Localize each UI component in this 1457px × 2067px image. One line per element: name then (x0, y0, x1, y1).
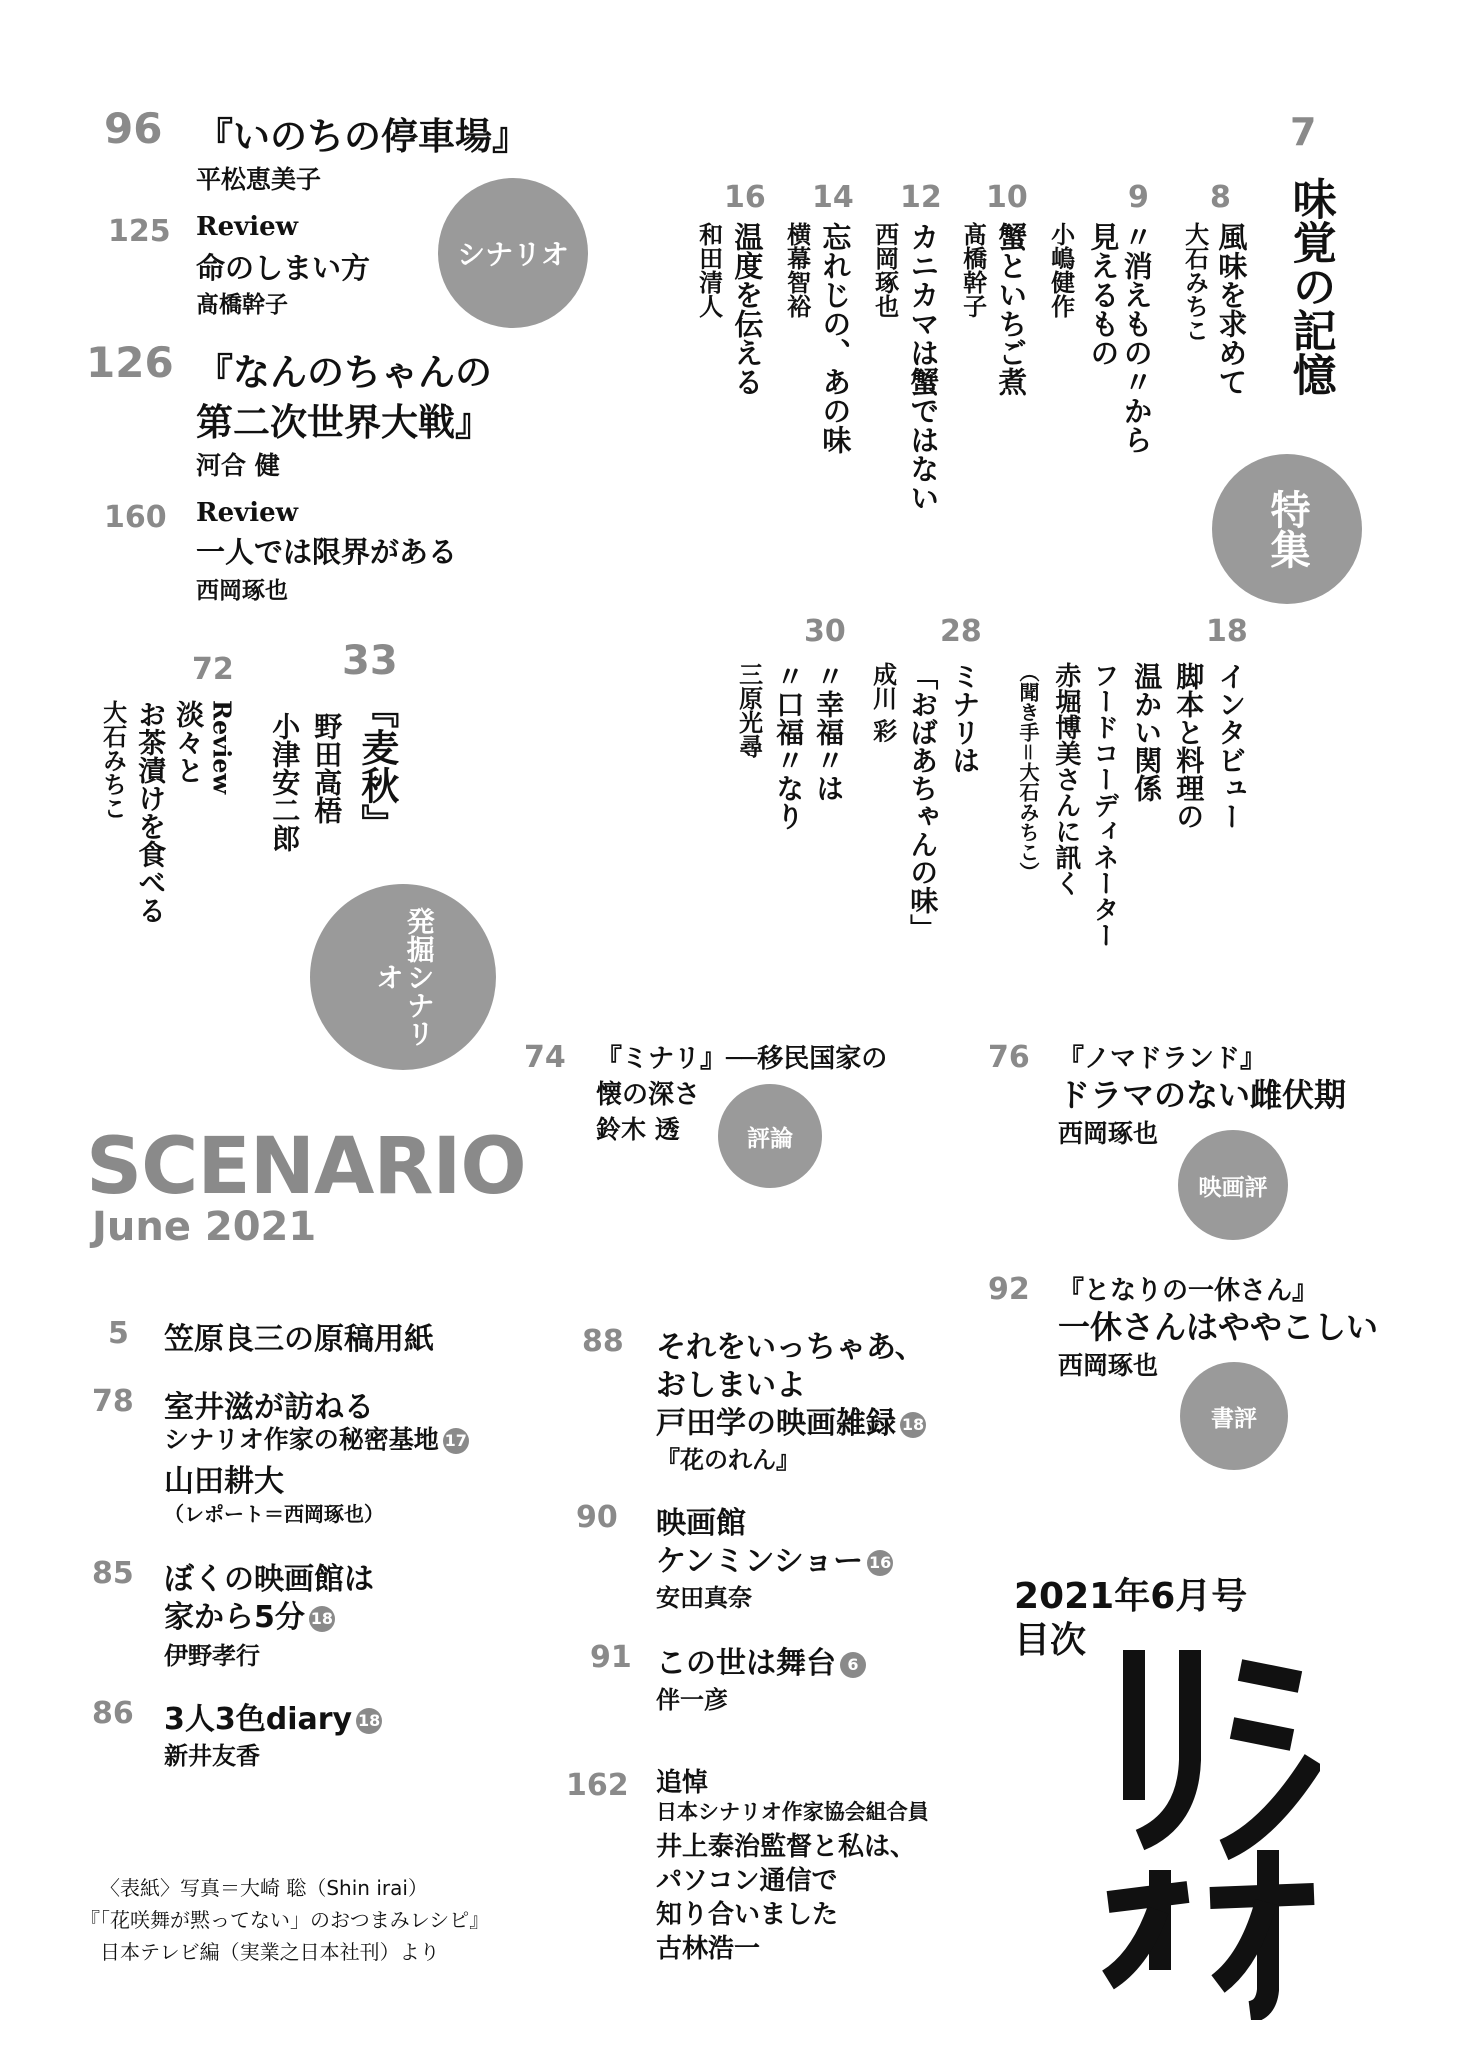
section-circle-feature: 特集 (1212, 454, 1362, 604)
series-number-badge: 6 (840, 1652, 866, 1678)
entry-title-line1: 『ノマドランド』 (1058, 1044, 1267, 1074)
magazine-date: June 2021 (92, 1204, 317, 1250)
entry-name: 山田耕大 (164, 1464, 284, 1499)
entry-title: 忘れじの、あの味 (818, 222, 853, 454)
entry-title: 『いのちの停車場』 (196, 115, 529, 158)
entry-title-3 (656, 1398, 926, 1442)
entry-title-line1: 〃幸福〃は (812, 662, 846, 802)
entry-title-3-text: 戸田学の映画雑録 (656, 1406, 896, 1441)
page-number: 96 (104, 104, 163, 153)
page-number: 10 (986, 180, 1028, 215)
page-number: 33 (342, 638, 398, 684)
page-number: 76 (988, 1040, 1030, 1075)
entry-author-1: 野田高梧 (310, 712, 344, 824)
entry-title: ぼくの映画館は (164, 1562, 374, 1597)
entry-author: 新井友香 (164, 1742, 260, 1770)
entry-title: 笠原良三の原稿用紙 (164, 1322, 434, 1357)
entry-title-line1: 『ミナリ』──移民国家の (596, 1044, 888, 1074)
entry-author: 古林浩一 (656, 1934, 761, 1964)
entry-title-line1: 井上泰治監督と私は、 (656, 1832, 917, 1862)
magazine-title: SCENARIO (86, 1122, 526, 1212)
logo-mark (1100, 1640, 1320, 2020)
feature-title: 味覚の記憶 (1284, 176, 1336, 396)
entry-subtitle (164, 1420, 469, 1456)
entry-author: 西岡琢也 (1058, 1119, 1159, 1148)
entry-author: 西岡琢也 (1058, 1351, 1159, 1380)
entry-subtitle-2: 赤堀博美さんに訊く (1050, 662, 1081, 896)
issue-date: 2021年6月号 (1014, 1576, 1248, 1617)
page-number: 28 (940, 614, 982, 649)
page-number: 162 (566, 1768, 629, 1803)
entry-title: 命のしまい方 (196, 251, 371, 285)
entry-author: 安田真奈 (656, 1584, 752, 1612)
entry-title: 『麦秋』 (354, 690, 399, 842)
page-number: 90 (576, 1500, 618, 1535)
entry-author: 成川 彩 (868, 662, 897, 743)
page-number: 74 (524, 1040, 566, 1075)
page-number: 18 (1206, 614, 1248, 649)
page-number: 125 (108, 214, 171, 249)
entry-title: 一人では限界がある (196, 535, 458, 569)
page-number: 8 (1210, 180, 1231, 215)
cover-credit: 〈表紙〉写真＝大崎 聡（Shin irai） (100, 1876, 428, 1900)
interview-label: インタビュー (1214, 662, 1248, 830)
series-number-badge: 18 (309, 1606, 335, 1632)
entry-title-2 (164, 1592, 335, 1636)
entry-title-line1: 淡々と (172, 700, 206, 784)
entry-title-line1: 『となりの一休さん』 (1058, 1276, 1319, 1306)
entry-author-2: 小津安二郎 (268, 712, 302, 852)
entry-title: 風味を求めて (1214, 222, 1249, 396)
page-number: 16 (724, 180, 766, 215)
entry-title-line2: 〃口福〃なり (772, 662, 806, 830)
entry-title-line2: 一休さんはややこしい (1058, 1308, 1379, 1346)
page-number: 5 (108, 1316, 129, 1351)
section-circle-shohyo: 書評 (1180, 1362, 1288, 1470)
entry-author: 西岡琢也 (196, 578, 288, 604)
page-number: 85 (92, 1556, 134, 1591)
entry-title-line1: ミナリは (948, 662, 982, 774)
entry-subtitle-text: シナリオ作家の秘密基地 (164, 1425, 439, 1454)
entry-title: 蟹といちご煮 (994, 222, 1029, 396)
entry-author: 西岡琢也 (870, 222, 899, 318)
logo-scenario (1100, 1640, 1320, 2020)
entry-title: 温度を伝える (730, 222, 765, 396)
entry-title: 〃消えもの〃から見えるもの (1086, 222, 1154, 454)
review-label: Review (207, 700, 237, 795)
entry-author: 髙橋幹子 (196, 292, 288, 318)
circle-label: 発掘シナリオ (372, 907, 436, 1047)
page-number: 91 (590, 1640, 632, 1675)
entry-title (164, 1694, 382, 1738)
page-number: 12 (900, 180, 942, 215)
entry-label: 追悼 (656, 1768, 709, 1798)
entry-title-2: おしまいよ (656, 1368, 806, 1403)
issue-toc-label: 目次 (1014, 1620, 1087, 1661)
entry-title (656, 1638, 866, 1682)
section-circle-hyoron: 評論 (718, 1084, 822, 1188)
section-circle-eigahyo: 映画評 (1178, 1130, 1288, 1240)
entry-author: 伊野孝行 (164, 1642, 260, 1670)
entry-author: 河合 健 (196, 451, 280, 480)
entry-title-2-text: 家から5分 (164, 1600, 305, 1635)
series-number-badge: 18 (900, 1412, 926, 1438)
entry-title-line2: 懐の深さ (596, 1080, 701, 1110)
page-number: 78 (92, 1384, 134, 1419)
entry-author: 平松恵美子 (196, 165, 322, 194)
entry-author: 和田清人 (694, 222, 723, 318)
entry-title-text: この世は舞台 (656, 1646, 836, 1681)
page-number: 86 (92, 1696, 134, 1731)
entry-title-line2: お茶漬けを食べる (134, 700, 168, 924)
entry-subtitle: 日本シナリオ作家協会組合員 (656, 1800, 929, 1824)
section-circle-hakkutsu (310, 884, 496, 1070)
entry-title-2 (656, 1536, 893, 1580)
entry-title: 室井滋が訪ねる (164, 1390, 374, 1425)
page-number: 9 (1128, 180, 1149, 215)
entry-subtitle: フードコーディネーター (1088, 662, 1119, 948)
page-number: 88 (582, 1324, 624, 1359)
entry-title-line2: 「おばあちゃんの味」 (906, 662, 940, 942)
entry-author: 大石みちこ (98, 700, 127, 820)
entry-title-line2: 温かい関係 (1130, 662, 1164, 802)
entry-title-line1: 脚本と料理の (1172, 662, 1206, 830)
entry-title: 映画館 (656, 1506, 746, 1541)
series-number-badge: 16 (867, 1550, 893, 1576)
entry-title: カニカマは蟹ではない (906, 222, 941, 512)
entry-title-text: 3人3色diary (164, 1702, 353, 1737)
page-number: 92 (988, 1272, 1030, 1307)
section-circle-scenario: シナリオ (438, 178, 588, 328)
entry-title-line2: パソコン通信で (656, 1866, 838, 1896)
page-number: 14 (812, 180, 854, 215)
series-number-badge: 18 (356, 1708, 382, 1734)
entry-title-line1: 『なんのちゃんの (196, 351, 492, 394)
cover-credit-3: 日本テレビ編（実業之日本社刊）より (100, 1940, 440, 1964)
entry-author: 髙橋幹子 (958, 222, 987, 318)
entry-title-line2: 第二次世界大戦』 (196, 401, 492, 444)
page-number: 160 (104, 500, 167, 535)
entry-author: 小嶋健作 (1046, 222, 1075, 318)
entry-title-2-text: ケンミンショー (656, 1544, 864, 1579)
entry-author: 伴一彦 (656, 1686, 728, 1714)
feature-page-number: 7 (1290, 110, 1317, 154)
review-label: Review (196, 212, 299, 242)
entry-note: （レポート＝西岡琢也） (164, 1502, 384, 1526)
entry-author: 三原光尋 (734, 662, 763, 758)
page-number: 126 (86, 338, 174, 387)
page-number: 30 (804, 614, 846, 649)
series-number-badge: 17 (443, 1428, 469, 1454)
entry-author: 大石みちこ (1180, 222, 1209, 342)
review-label: Review (196, 498, 299, 528)
entry-author: 鈴木 透 (596, 1115, 680, 1144)
entry-author: 横幕智裕 (782, 222, 811, 318)
page-number: 72 (192, 652, 234, 687)
entry-title-line3: 知り合いました (656, 1900, 839, 1930)
entry-note: （聞き手＝大石みちこ） (1016, 662, 1040, 882)
entry-title-line2: ドラマのない雌伏期 (1058, 1076, 1347, 1114)
entry-title: それをいっちゃあ、 (656, 1330, 925, 1365)
cover-credit-2: 『「花咲舞が黙ってない」のおつまみレシピ』 (80, 1908, 490, 1932)
entry-subtitle: 『花のれん』 (656, 1446, 800, 1474)
